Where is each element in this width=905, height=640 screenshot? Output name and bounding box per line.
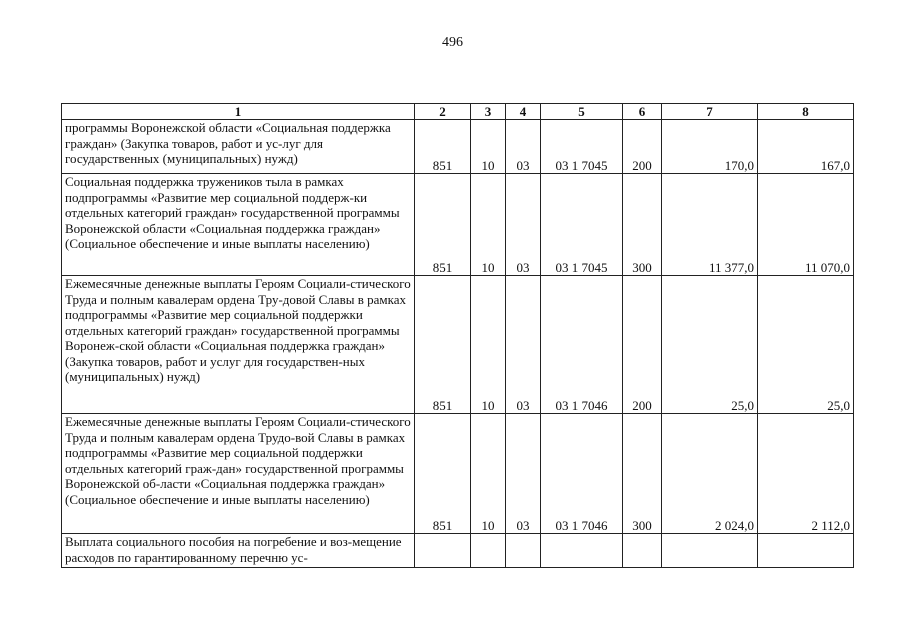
cell-section-code: 10	[471, 414, 506, 534]
row-description: Социальная поддержка тружеников тыла в рамках подпрограммы «Развитие мер социальной поддерж-ки отдельных категорий граждан» государственной программы Воронежской области «Социальная поддержка граждан» (Социальное обеспечение и иные выплаты населению)	[62, 174, 415, 276]
cell-expense-type: 200	[623, 120, 662, 174]
cell-ministry-code	[415, 534, 471, 568]
cell-section-code	[471, 534, 506, 568]
row-description: программы Воронежской области «Социальная поддержка граждан» (Закупка товаров, работ и ус-луг для государственных (муниципальных) нужд)	[62, 120, 415, 174]
cell-subsection-code: 03	[506, 174, 541, 276]
table-row	[62, 414, 854, 534]
header-col-8: 8	[758, 104, 854, 120]
row-description: Ежемесячные денежные выплаты Героям Социали-стического Труда и полным кавалерам ордена Тру-довой Славы в рамках подпрограммы «Развитие мер социальной поддержки отдельных категорий граждан» государственной программы Воронеж-ской области «Социальная поддержка граждан» (Закупка товаров, работ и услуг для государствен-ных (муниципальных) нужд)	[62, 276, 415, 414]
header-col-5: 5	[541, 104, 623, 120]
table-row	[62, 276, 854, 414]
cell-target-article: 03 1 7046	[541, 414, 623, 534]
table-row	[62, 174, 854, 276]
header-col-2: 2	[415, 104, 471, 120]
cell-target-article: 03 1 7045	[541, 120, 623, 174]
cell-amount-col7: 2 024,0	[662, 414, 758, 534]
table-row	[62, 534, 854, 568]
cell-amount-col7	[662, 534, 758, 568]
cell-section-code: 10	[471, 174, 506, 276]
cell-amount-col8	[758, 534, 854, 568]
cell-section-code: 10	[471, 120, 506, 174]
cell-subsection-code: 03	[506, 120, 541, 174]
cell-target-article	[541, 534, 623, 568]
header-col-1: 1	[62, 104, 415, 120]
cell-expense-type	[623, 534, 662, 568]
header-col-7: 7	[662, 104, 758, 120]
cell-subsection-code	[506, 534, 541, 568]
cell-amount-col7: 11 377,0	[662, 174, 758, 276]
cell-amount-col7: 25,0	[662, 276, 758, 414]
cell-amount-col8: 2 112,0	[758, 414, 854, 534]
cell-expense-type: 300	[623, 414, 662, 534]
cell-section-code: 10	[471, 276, 506, 414]
header-col-6: 6	[623, 104, 662, 120]
page-number: 496	[442, 35, 463, 50]
header-col-3: 3	[471, 104, 506, 120]
row-description: Выплата социального пособия на погребение и воз-мещение расходов по гарантированному перечню ус-	[62, 534, 415, 568]
cell-subsection-code: 03	[506, 414, 541, 534]
cell-ministry-code: 851	[415, 414, 471, 534]
cell-ministry-code: 851	[415, 276, 471, 414]
cell-amount-col8: 25,0	[758, 276, 854, 414]
header-row	[62, 104, 854, 120]
cell-expense-type: 300	[623, 174, 662, 276]
row-description: Ежемесячные денежные выплаты Героям Социали-стического Труда и полным кавалерам ордена Трудо-вой Славы в рамках подпрограммы «Развитие мер социальной поддержки отдельных категорий граж-дан» государственной программы Воронежской об-ласти «Социальная поддержка граждан» (Социальное обеспечение и иные выплаты населению)	[62, 414, 415, 534]
cell-subsection-code: 03	[506, 276, 541, 414]
cell-expense-type: 200	[623, 276, 662, 414]
cell-ministry-code: 851	[415, 174, 471, 276]
table-row	[62, 120, 854, 174]
budget-table	[61, 103, 854, 568]
cell-amount-col8: 167,0	[758, 120, 854, 174]
cell-amount-col7: 170,0	[662, 120, 758, 174]
cell-target-article: 03 1 7046	[541, 276, 623, 414]
cell-amount-col8: 11 070,0	[758, 174, 854, 276]
header-col-4: 4	[506, 104, 541, 120]
cell-ministry-code: 851	[415, 120, 471, 174]
cell-target-article: 03 1 7045	[541, 174, 623, 276]
